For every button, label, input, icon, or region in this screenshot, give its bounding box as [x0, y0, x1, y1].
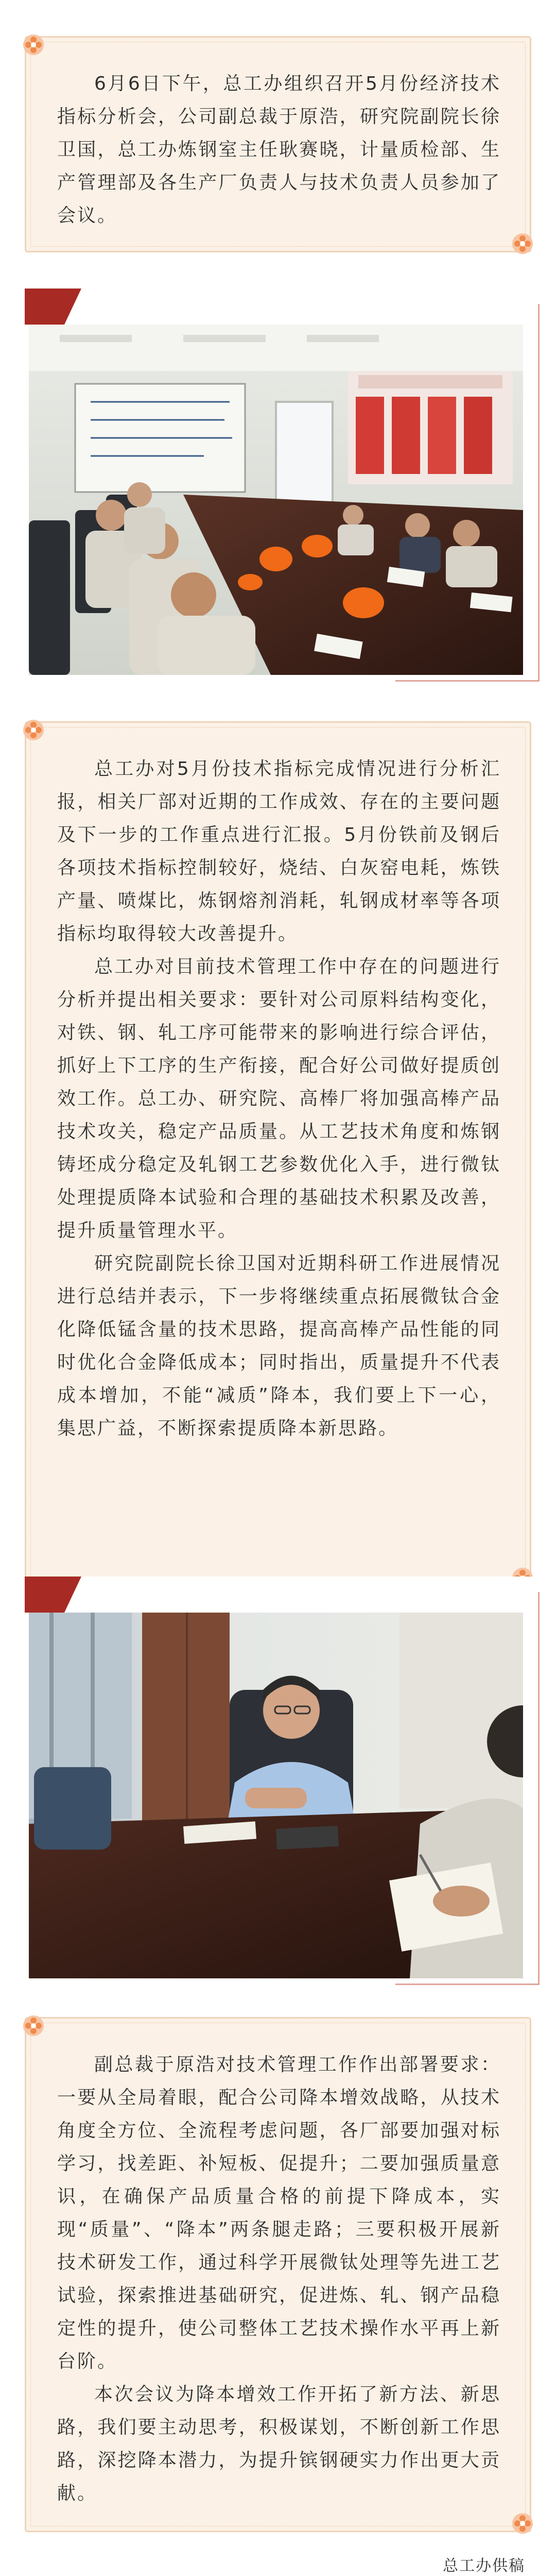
speaker-photo: [29, 1613, 523, 1978]
flower-icon: [22, 33, 45, 56]
analysis-card: [25, 721, 531, 1587]
meeting-photo-frame: [25, 289, 540, 701]
source-credit: 总工办供稿: [443, 2557, 525, 2575]
frame-rule: [538, 304, 540, 680]
speaker-photo-frame: [25, 1577, 540, 2004]
flower-icon: [22, 2014, 45, 2037]
analysis-paragraph: 总工办对5月份技术指标完成情况进行分析汇报，相关厂部对近期的工作成效、存在的主要问题及下一步的工作重点进行汇报。5月份铁前及钢后各项技术指标控制较好，烧结、白灰窑电耗，炼铁产量、喷煤比，炼钢熔剂消耗，轧钢成材率等各项指标均取得较大改善提升。: [57, 758, 501, 944]
analysis-paragraph: 研究院副院长徐卫国对近期科研工作进展情况进行总结并表示，下一步将继续重点拓展微钛合金化降低锰含量的技术思路，提高高棒产品性能的同时优化合金降低成本；同时指出，质量提升不代表成本增加，不能“减质”降本，我们要上下一心，集思广益，不断探索提质降本新思路。: [57, 1253, 501, 1439]
meeting-room-photo: [29, 325, 523, 675]
closing-paragraph: 本次会议为降本增效工作开拓了新方法、新思路，我们要主动思考，积极谋划，不断创新工作思路，深挖降本潜力，为提升镔钢硬实力作出更大贡献。: [57, 2384, 501, 2504]
frame-rule: [395, 680, 540, 682]
closing-card: [25, 2017, 531, 2532]
ribbon-decoration: [25, 1577, 81, 1613]
intro-card: [25, 36, 531, 252]
flower-icon: [22, 719, 45, 741]
analysis-paragraph: 总工办对目前技术管理工作中存在的问题进行分析并提出相关要求：要针对公司原料结构变化，对铁、钢、轧工序可能带来的影响进行综合评估，抓好上下工序的生产衔接，配合好公司做好提质创效工作。总工办、研究院、高棒厂将加强高棒产品技术攻关，稳定产品质量。从工艺技术角度和炼钢铸坯成分稳定及轧钢工艺参数优化入手，进行微钛处理提质降本试验和合理的基础技术积累及改善，提升质量管理水平。: [57, 956, 501, 1241]
closing-paragraph: 副总裁于原浩对技术管理工作作出部署要求：一要从全局着眼，配合公司降本增效战略，从技术角度全方位、全流程考虑问题，各厂部要加强对标学习，找差距、补短板、促提升；二要加强质量意识，在确保产品质量合格的前提下降成本，实现“质量”、“降本”两条腿走路；三要积极开展新技术研发工作，通过科学开展微钛处理等先进工艺试验，探索推进基础研究，促进炼、轧、钢产品稳定性的提升，使公司整体工艺技术操作水平再上新台阶。: [57, 2054, 501, 2372]
frame-rule: [395, 1984, 540, 1985]
flower-icon: [511, 2512, 534, 2535]
ribbon-decoration: [25, 289, 81, 325]
frame-rule: [538, 1592, 540, 1984]
flower-icon: [511, 232, 534, 255]
intro-paragraph: 6月6日下午，总工办组织召开5月份经济技术指标分析会，公司副总裁于原浩，研究院副院长徐卫国，总工办炼钢室主任耿赛晓，计量质检部、生产管理部及各生产厂负责人与技术负责人员参加了会议。: [57, 73, 501, 226]
